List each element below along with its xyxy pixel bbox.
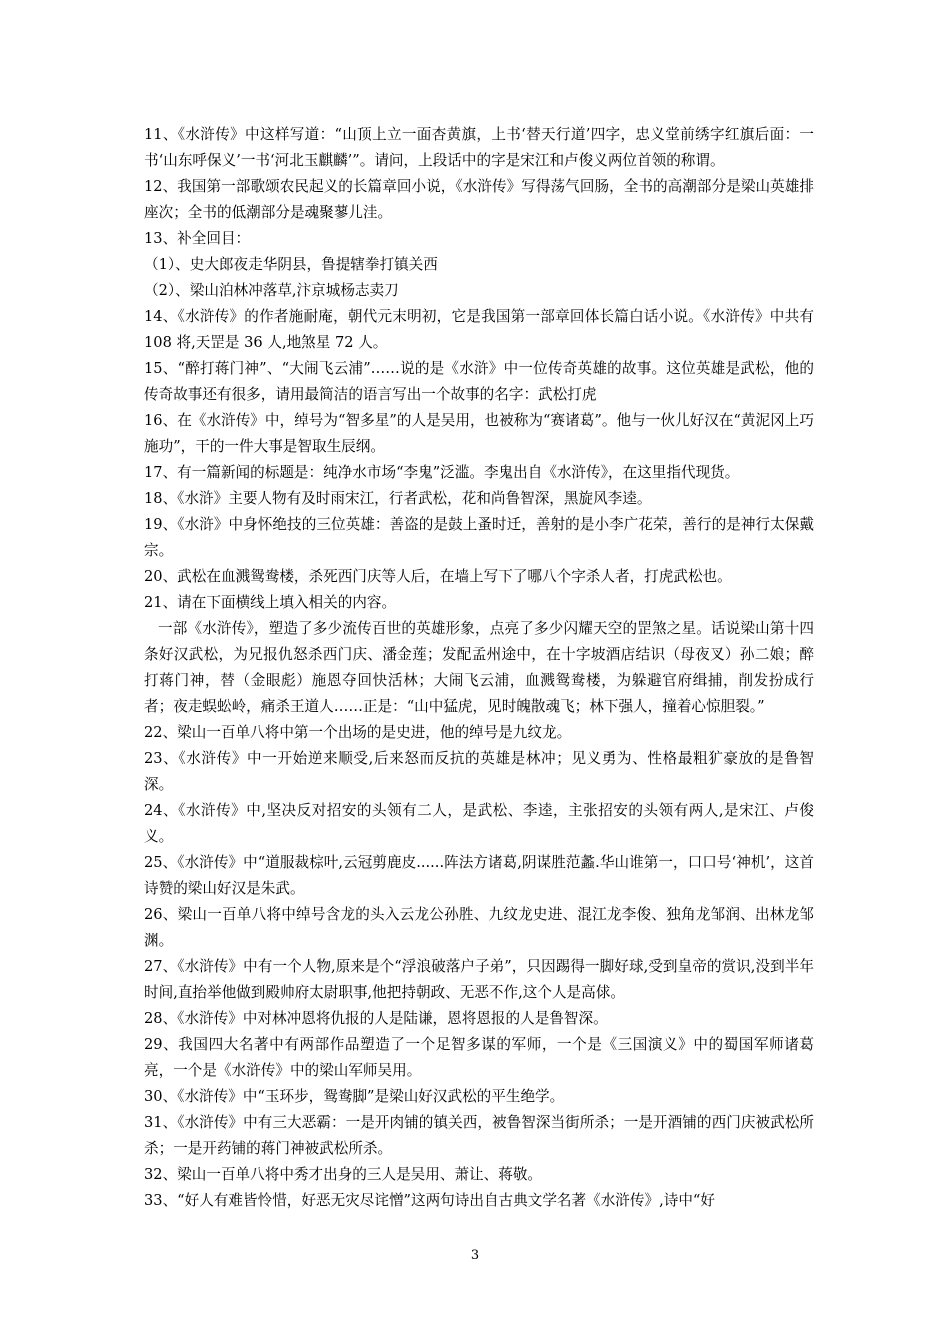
paragraph-q15: 15、“醉打蒋门神”、“大闹飞云浦”……说的是《水浒》中一位传奇英雄的故事。这位英雄是武松，他的传奇故事还有很多，请用最简洁的语言写出一个故事的名字：武松打虎 [144,360,814,403]
paragraph-q17: 17、有一篇新闻的标题是：纯净水市场“李鬼”泛滥。李鬼出自《水浒传》，在这里指代现货。 [144,464,740,481]
paragraph-q24: 24、《水浒传》中,坚决反对招安的头领有二人，是武松、李逵，主张招安的头领有两人,是宋江、卢俊义。 [144,802,814,845]
paragraph-q14: 14、《水浒传》的作者施耐庵，朝代元末明初，它是我国第一部章回体长篇白话小说。《水浒传》中共有 108 将,天罡是 36 人,地煞星 72 人。 [144,308,814,351]
paragraph-q29: 29、我国四大名著中有两部作品塑造了一个足智多谋的军师，一个是《三国演义》中的蜀国军师诸葛亮，一个是《水浒传》中的梁山军师吴用。 [144,1036,814,1079]
paragraph-q30: 30、《水浒传》中“玉环步，鸳鸯脚”是梁山好汉武松的平生绝学。 [144,1088,565,1105]
page-number: 3 [470,1248,480,1263]
paragraph-q20: 20、武松在血溅鸳鸯楼，杀死西门庆等人后，在墙上写下了哪八个字杀人者，打虎武松也。 [144,568,732,585]
paragraph-q13-item2: （2）、梁山泊林冲落草,汴京城杨志卖刀 [144,282,399,299]
paragraph-q33: 33、“好人有难皆怜惜，好恶无灾尽诧憎”这两句诗出自古典文学名著《水浒传》,诗中“好 [144,1192,715,1209]
paragraph-q25: 25、《水浒传》中“道服裁棕叶,云冠剪鹿皮......阵法方诸葛,阴谋胜范蠡.华山谁第一，口口号‘神机’，这首诗赞的梁山好汉是朱武。 [144,854,814,897]
paragraph-q22: 22、梁山一百单八将中第一个出场的是史进，他的绰号是九纹龙。 [144,724,572,741]
paragraph-q13: 13、补全回目： [144,230,251,247]
paragraph-q19: 19、《水浒》中身怀绝技的三位英雄：善盗的是鼓上蚤时迁，善射的是小李广花荣，善行的是神行太保戴宗。 [144,516,814,559]
paragraph-q16: 16、在《水浒传》中，绰号为“智多星”的人是吴用，也被称为“赛诸葛”。他与一伙儿好汉在“黄泥冈上巧施功”，干的一件大事是智取生辰纲。 [144,412,814,455]
paragraph-q18: 18、《水浒》主要人物有及时雨宋江，行者武松，花和尚鲁智深，黑旋风李逵。 [144,490,652,507]
paragraph-q12: 12、我国第一部歌颂农民起义的长篇章回小说，《水浒传》写得荡气回肠，全书的高潮部分是梁山英雄排座次；全书的低潮部分是魂聚蓼儿洼。 [144,178,814,221]
paragraph-q27: 27、《水浒传》中有一个人物,原来是个“浮浪破落户子弟”，只因踢得一脚好球,受到皇帝的赏识,没到半年时间,直抬举他做到殿帅府太尉职事,他把持朝政、无恶不作,这个人是高俅。 [144,958,814,1001]
paragraph-q11: 11、《水浒传》中这样写道：“山顶上立一面杏黄旗，上书‘替天行道’四字，忠义堂前绣字红旗后面：一书‘山东呼保义’一书‘河北玉麒麟’”。请问，上段话中的字是宋江和卢俊义两位首领的称谓。 [144,126,814,169]
document-body [144,122,814,1214]
paragraph-q28: 28、《水浒传》中对林冲恩将仇报的人是陆谦，恩将恩报的人是鲁智深。 [144,1010,608,1027]
paragraph-q32: 32、梁山一百单八将中秀才出身的三人是吴用、萧让、蒋敬。 [144,1166,543,1183]
paragraph-q13-item1: （1）、史大郎夜走华阴县，鲁提辖拳打镇关西 [144,256,438,273]
paragraph-q23: 23、《水浒传》中一开始逆来顺受,后来怒而反抗的英雄是林冲；见义勇为、性格最粗犷豪放的是鲁智深。 [144,750,814,793]
paragraph-q21: 21、请在下面横线上填入相关的内容。 [144,594,397,611]
paragraph-q26: 26、梁山一百单八将中绰号含龙的头入云龙公孙胜、九纹龙史进、混江龙李俊、独角龙邹润、出林龙邹渊。 [144,906,814,949]
paragraph-q31: 31、《水浒传》中有三大恶霸：一是开肉铺的镇关西，被鲁智深当街所杀；一是开酒铺的西门庆被武松所杀；一是开药铺的蒋门神被武松所杀。 [144,1114,814,1157]
paragraph-q21-passage: 一部《水浒传》，塑造了多少流传百世的英雄形象，点亮了多少闪耀天空的罡煞之星。话说梁山第十四条好汉武松，为兄报仇怒杀西门庆、潘金莲；发配孟州途中，在十字坡酒店结识（母夜叉）孙二娘；醉打蒋门神，替（金眼彪）施恩夺回快活林；大闹飞云浦，血溅鸳鸯楼，为躲避官府缉捕，削发扮成行者；夜走蜈蚣岭，痛杀王道人……正是：“山中猛虎，见时魄散魂飞；林下强人，撞着心惊胆裂。” [144,620,814,715]
